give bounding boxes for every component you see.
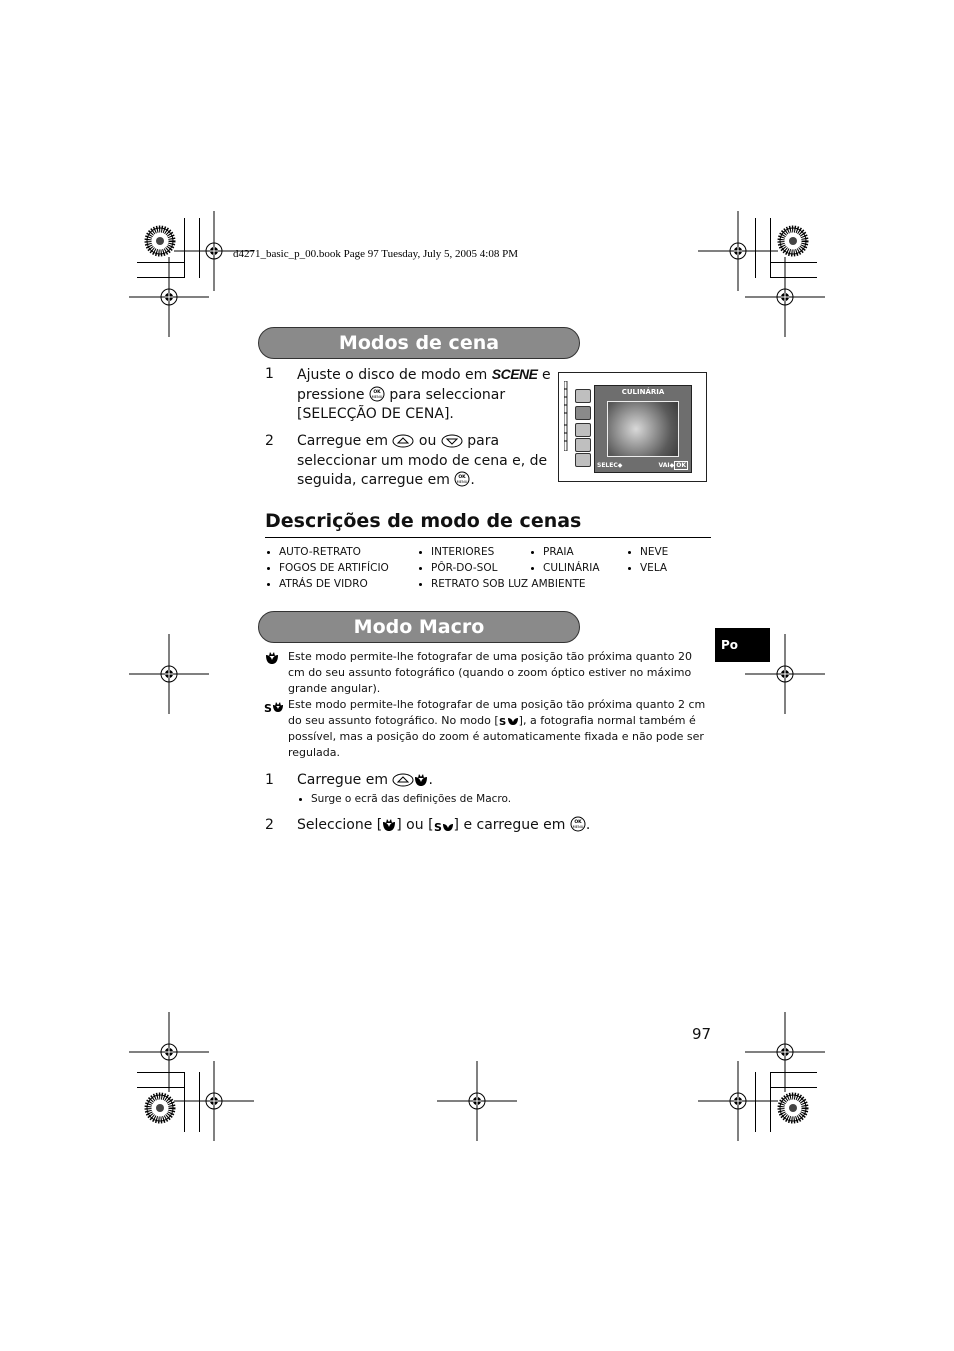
lcd-screen xyxy=(594,385,692,473)
super-macro-icon xyxy=(499,713,519,726)
step-number: 2 xyxy=(265,817,274,833)
svg-text:OK: OK xyxy=(458,475,466,480)
macro-icon xyxy=(414,773,428,787)
step-2 xyxy=(265,432,565,492)
step-number: 1 xyxy=(265,366,274,382)
step-text: . xyxy=(470,472,475,488)
list-item: PRAIA xyxy=(543,546,574,558)
step-text: para seleccionar um modo de cena e, de seguida, carregue em xyxy=(297,433,548,488)
list-item: Surge o ecrã das definições de Macro. xyxy=(311,793,512,805)
section-title-modos-de-cena: Modos de cena xyxy=(258,327,580,359)
svg-text:S: S xyxy=(264,702,272,713)
list-item: RETRATO SOB LUZ AMBIENTE xyxy=(431,578,586,590)
step-text: Seleccione [ xyxy=(297,817,383,833)
go-label: VAI◆ OK xyxy=(658,462,686,469)
ok-menu-button-icon xyxy=(369,386,385,402)
arrow-left-pad-icon xyxy=(392,773,414,787)
step-number: 1 xyxy=(265,772,274,788)
svg-text:MENU: MENU xyxy=(371,394,383,399)
select-label: SELEC◆ xyxy=(597,462,623,469)
list-item: PÔR-DO-SOL xyxy=(431,562,498,574)
macro-icon xyxy=(382,818,396,832)
step-number: 2 xyxy=(265,433,274,449)
mode-scale-icon xyxy=(564,381,572,451)
super-macro-description: Este modo permite-lhe fotografar de uma posição tão próxima quanto 2 cm do seu assunto fotográfico. No modo [ S ], a fotografia normal também é possível, mas a posição do zoom é automaticamente fixada e não pode ser regulada. xyxy=(288,698,706,759)
step-text: . xyxy=(428,772,433,788)
file-header: d4271_basic_p_00.book Page 97 Tuesday, July 5, 2005 4:08 PM xyxy=(233,248,518,260)
step-text: ou xyxy=(418,433,437,449)
svg-text:MENU: MENU xyxy=(572,825,584,829)
camera-screen-illustration xyxy=(558,372,707,482)
svg-text:S: S xyxy=(498,717,506,726)
ok-menu-button-icon xyxy=(454,471,470,487)
step-text: ] ou [ xyxy=(396,817,434,833)
list-item: NEVE xyxy=(640,546,669,558)
list-item: VELA xyxy=(640,562,668,574)
step-text: e pressione xyxy=(297,367,551,403)
svg-text:S: S xyxy=(433,821,442,832)
ok-menu-button-icon xyxy=(570,816,586,832)
svg-text:OK: OK xyxy=(574,820,582,825)
food-photo-preview xyxy=(607,401,679,457)
super-macro-icon xyxy=(264,699,284,713)
step-1 xyxy=(265,365,565,425)
macro-step-2 xyxy=(265,816,625,840)
list-item: AUTO-RETRATO xyxy=(279,546,361,558)
screen-title: CULINÁRIA xyxy=(621,388,665,396)
scene-option-tab xyxy=(575,438,591,452)
step-text: Ajuste o disco de modo em xyxy=(297,367,488,383)
super-macro-icon xyxy=(434,818,454,832)
scene-option-tab xyxy=(575,389,591,403)
macro-description: Este modo permite-lhe fotografar de uma posição tão próxima quanto 20 cm do seu assunto fotográfico (quando o zoom óptico estiver no máximo grande angular). xyxy=(288,650,692,695)
section-title-modo-macro: Modo Macro xyxy=(258,611,580,643)
step-text: para seleccionar [SELECÇÃO DE CENA]. xyxy=(297,386,506,422)
step-text: . xyxy=(585,817,591,833)
arrow-down-pad-icon xyxy=(441,434,463,448)
svg-text:MENU: MENU xyxy=(456,480,468,484)
scene-mode-icon: SCENE xyxy=(491,366,538,382)
step-text: Carregue em xyxy=(297,433,388,449)
scene-option-tab xyxy=(575,453,591,467)
scene-option-tab xyxy=(575,423,591,437)
list-item: ATRÁS DE VIDRO xyxy=(279,578,368,590)
step-text: Carregue em xyxy=(297,772,388,788)
macro-icon xyxy=(265,651,279,665)
list-item: INTERIORES xyxy=(431,546,495,558)
arrow-up-pad-icon xyxy=(392,434,414,448)
svg-text:OK: OK xyxy=(373,389,381,395)
list-item: CULINÁRIA xyxy=(543,562,600,574)
scene-option-tab-selected xyxy=(575,406,591,420)
list-item: FOGOS DE ARTIFÍCIO xyxy=(279,562,389,574)
page-number: 97 xyxy=(692,1025,712,1043)
section-heading-descricoes: Descrições de modo de cenas xyxy=(265,510,582,532)
step-text: ] e carregue em xyxy=(453,817,566,833)
heading-rule xyxy=(265,537,711,538)
language-tab: Po xyxy=(715,628,770,662)
